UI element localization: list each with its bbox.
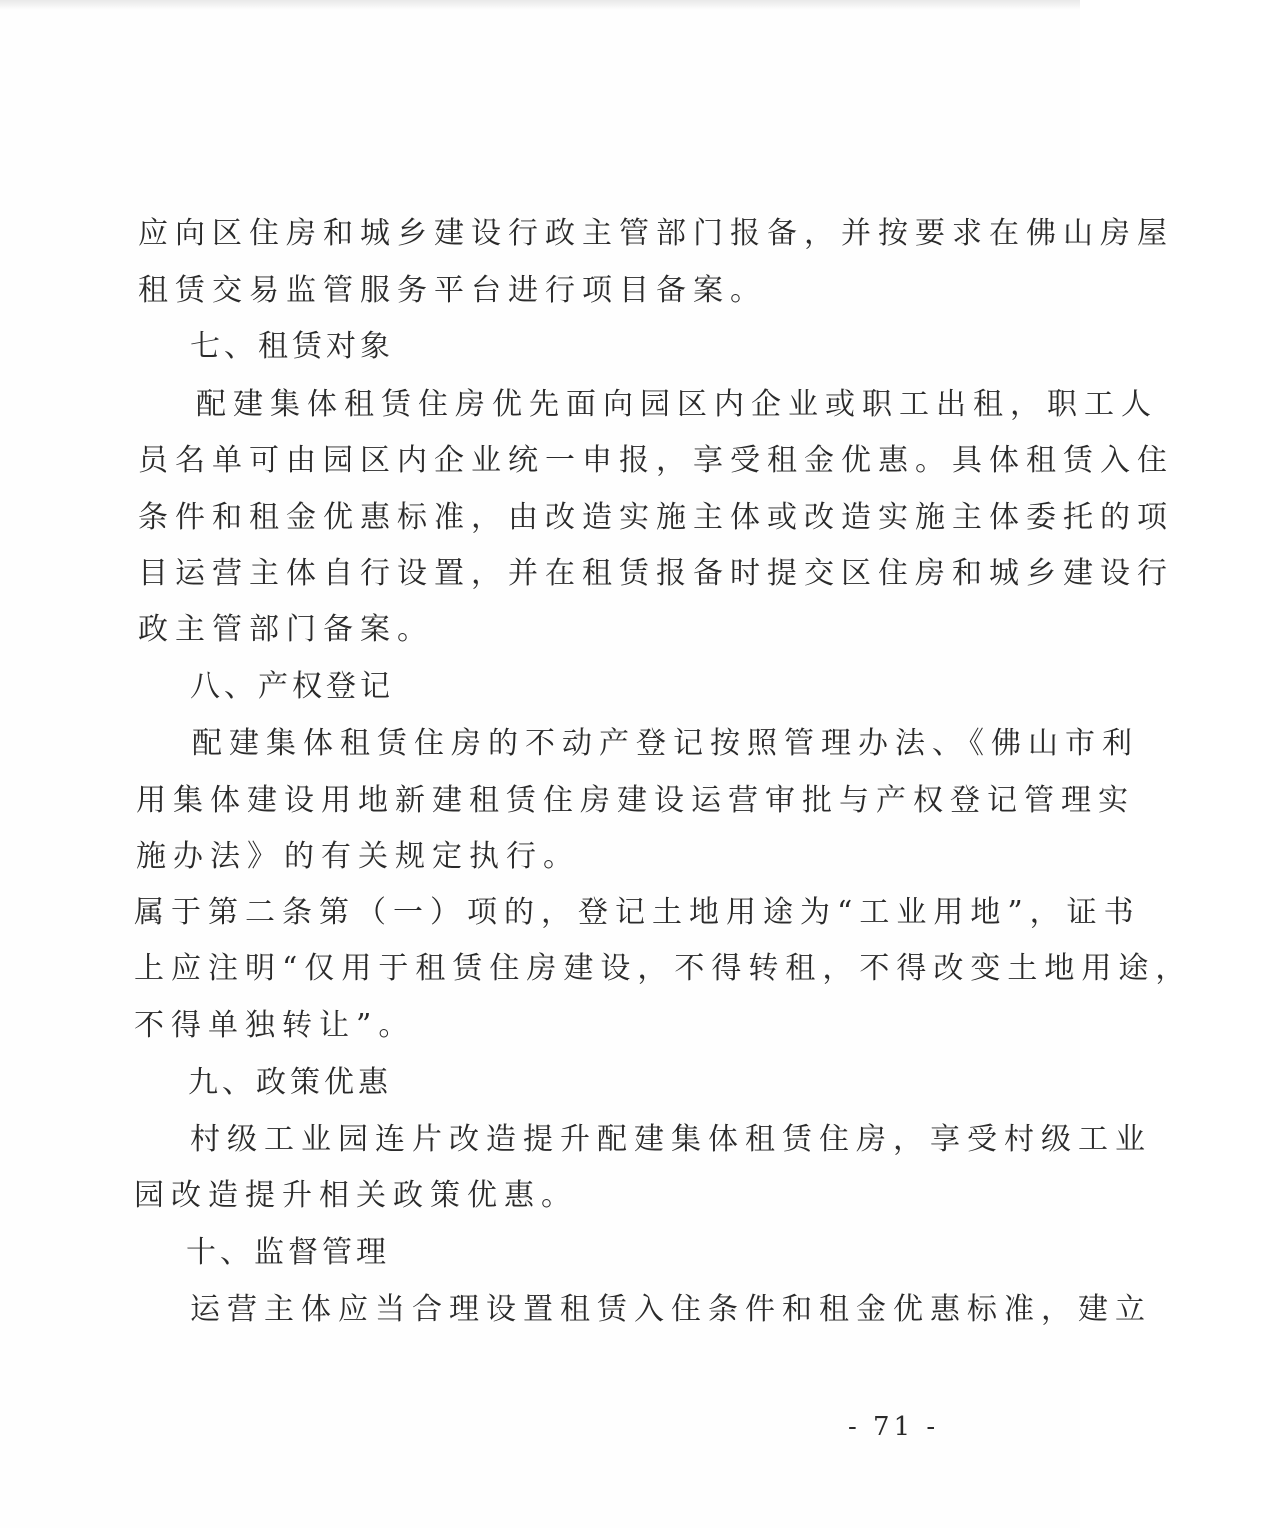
body-line: 配建集体租赁住房优先面向园区内企业或职工出租，职工人	[196, 387, 1158, 422]
section-heading-8: 八、产权登记	[190, 669, 394, 704]
body-line: 员名单可由园区内企业统一申报，享受租金优惠。具体租赁入住	[138, 443, 1174, 478]
body-line: 运营主体应当合理设置租赁入住条件和租金优惠标准，建立	[190, 1292, 1152, 1327]
body-line: 施办法》的有关规定执行。	[136, 839, 580, 874]
section-heading-10: 十、监督管理	[186, 1235, 390, 1270]
body-line: 用集体建设用地新建租赁住房建设运营审批与产权登记管理实	[136, 783, 1135, 818]
section-heading-7: 七、租赁对象	[190, 329, 394, 364]
body-line: 上应注明“仅用于租赁住房建设，不得转租，不得改变土地用途，	[134, 951, 1193, 986]
scan-top-edge	[0, 0, 1080, 10]
body-line: 条件和租金优惠标准，由改造实施主体或改造实施主体委托的项	[138, 500, 1174, 535]
body-line: 租赁交易监管服务平台进行项目备案。	[138, 273, 767, 308]
section-heading-9: 九、政策优惠	[188, 1065, 392, 1100]
body-line: 政主管部门备案。	[138, 612, 434, 647]
body-line: 目运营主体自行设置，并在租赁报备时提交区住房和城乡建设行	[138, 556, 1174, 591]
body-line: 村级工业园连片改造提升配建集体租赁住房，享受村级工业	[190, 1122, 1152, 1157]
body-line: 属于第二条第（一）项的，登记土地用途为“工业用地”，证书	[134, 895, 1141, 930]
body-line: 园改造提升相关政策优惠。	[134, 1178, 578, 1213]
body-line: 应向区住房和城乡建设行政主管部门报备，并按要求在佛山房屋	[138, 216, 1174, 251]
page-number: - 71 -	[848, 1412, 940, 1442]
body-line: 配建集体租赁住房的不动产登记按照管理办法、《佛山市利	[192, 726, 1139, 761]
body-line: 不得单独转让”。	[134, 1008, 416, 1043]
